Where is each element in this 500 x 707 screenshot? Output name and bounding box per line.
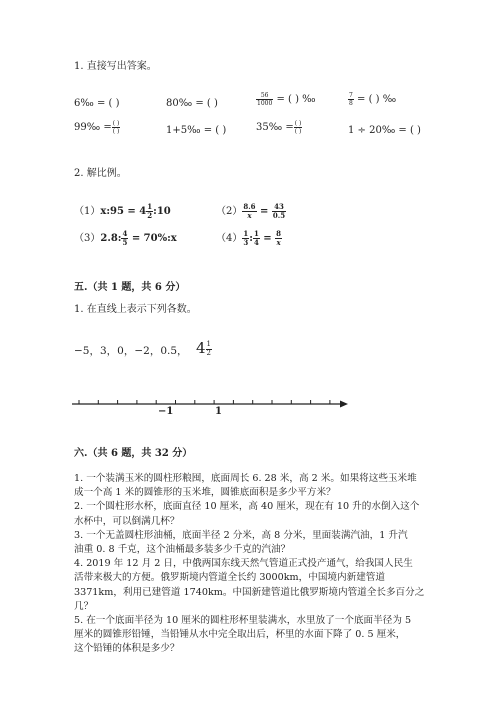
question-2-title: 2. 解比例。 — [74, 168, 127, 179]
item-80-permille: 80‰ = ( ) — [166, 98, 218, 109]
proportion-2: （2） $\frac{8.6}{x}$ = $\frac{43}{0.5}$ — [216, 202, 286, 220]
tick-label-1: 1 — [215, 406, 222, 417]
problem-text-line: 油重 0. 8 千克，这个油桶最多装多少千克的汽油？ — [74, 544, 291, 556]
mixed-number-4-1-2: 4 $\frac{1}{2}$ — [196, 339, 212, 357]
fraction-1-2: $\frac{1}{2}$ — [206, 340, 212, 357]
problem-text-line: 几？ — [74, 600, 94, 612]
item-56-over-1000: $\frac{56}{1000}$ = ( ) ‰ — [257, 92, 316, 107]
problem-text-line: 水杯中，可以倒满几杯？ — [74, 515, 180, 527]
fraction-4-5: $\frac{4}{5}$ — [122, 229, 128, 247]
fraction-1-2: $\frac{1}{2}$ — [147, 202, 153, 220]
question-1-title: 1. 直接写出答案。 — [74, 61, 157, 72]
section-6-problems — [74, 472, 430, 657]
section-5-question: 1. 在直线上表示下列各数。 — [74, 304, 197, 315]
fraction-43-0.5: $\frac{43}{0.5}$ — [272, 202, 286, 220]
tick-label-neg1: −1 — [158, 406, 174, 417]
fraction-blank: $\frac{( )}{( )}$ — [112, 120, 120, 135]
problem-text-line: 2. 一个圆柱形水杯，底面直径 10 厘米，高 40 厘米，现在有 10 升的水倒入这个 — [74, 501, 420, 513]
proportion-4: （4） $\frac{1}{3}$ : $\frac{1}{4}$ = $\frac{8}{x}$ — [216, 229, 282, 247]
fraction-56-1000: $\frac{56}{1000}$ — [257, 92, 273, 107]
problem-text-line: 这个铅锤的体积是多少？ — [74, 643, 180, 655]
section-5-heading: 五.（共 1 题，共 6 分） — [74, 282, 186, 293]
item-7-over-8: $\frac{7}{8}$ = ( ) ‰ — [349, 92, 397, 107]
fraction-1-4: $\frac{1}{4}$ — [253, 229, 259, 247]
problem-text-line: 5. 在一个底面半径为 10 厘米的圆柱形杯里装满水，水里放了一个底面半径为 5 — [74, 615, 412, 627]
numbers-to-plot: −5，3，0，−2，0.5， — [74, 345, 188, 357]
problem-text-line: 3371km，利用已建管道 1740km。中国新建管道比俄罗斯境内管道全长多百分之 — [74, 586, 425, 598]
item-99-permille: 99‰ = $\frac{( )}{( )}$ — [74, 120, 120, 135]
problem-text-line: 厘米的圆锥形铅锤，当铅锤从水中完全取出后，杯里的水面下降了 0. 5 厘米， — [74, 629, 406, 641]
section-6-heading: 六.（共 6 题，共 32 分） — [74, 448, 193, 459]
fraction-8.6-x: $\frac{8.6}{x}$ — [243, 202, 256, 220]
item-1-div-20-permille: 1 ÷ 20‰ = ( ) — [348, 125, 421, 136]
problem-text-line: 活带来极大的方便。俄罗斯境内管道全长约 3000km，中国境内新建管道 — [74, 572, 385, 584]
proportion-1: （1）x:95 = 4 $\frac{1}{2}$ :10 — [74, 202, 171, 220]
item-35-permille: 35‰ = $\frac{( )}{( )}$ — [256, 120, 302, 135]
item-1-plus-5-permille: 1+5‰ = ( ) — [166, 125, 227, 136]
problem-text-line: 3. 一个无盖圆柱形油桶，底面半径 2 分米，高 8 分米，里面装满汽油，1 升汽 — [74, 529, 408, 541]
fraction-blank: $\frac{( )}{( )}$ — [294, 120, 302, 135]
fraction-1-3: $\frac{1}{3}$ — [243, 229, 249, 247]
fraction-7-8: $\frac{7}{8}$ — [349, 92, 353, 107]
fraction-8-x: $\frac{8}{x}$ — [276, 229, 282, 247]
item-6-permille: 6‰ = ( ) — [74, 98, 120, 109]
number-line-arrow — [340, 401, 348, 408]
problem-text-line: 4. 2019 年 12 月 2 日，中俄两国东线天然气管道正式投产通气，给我国人民生 — [74, 558, 413, 570]
problem-text-line: 成一个高 1 米的圆锥形的玉米堆，圆锥底面积是多少平方米？ — [74, 487, 336, 499]
proportion-3: （3）2.8: $\frac{4}{5}$ = 70%:x — [74, 229, 177, 247]
problem-text-line: 1. 一个装满玉米的圆柱形粮囤，底面周长 6. 28 米，高 2 米。如果将这些玉米堆 — [74, 473, 417, 484]
